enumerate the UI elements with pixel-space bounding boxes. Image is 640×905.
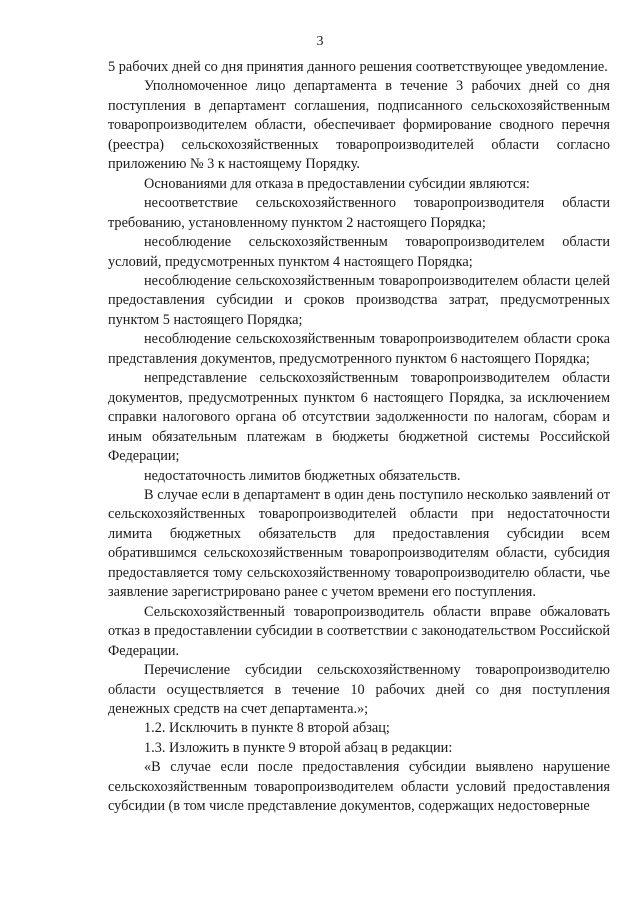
page-number: 3 <box>316 34 324 49</box>
list-item: несоблюдение сельскохозяйственным товаропроизводителем области срока представления документов, предусмотренного пунктом 6 настоящего Порядка; <box>108 331 610 367</box>
paragraph: 1.2. Исключить в пункте 8 второй абзац; <box>144 720 390 737</box>
paragraph: В случае если в департамент в один день поступило несколько заявлений от сельскохозяйственных товаропроизводителей области при недостаточности лимита бюджетных обязательств для предоставления субсидии всем обратившимся сельскохозяйственным товаропроизводителям области, субсидия предоставляется тому сельскохозяйственному товаропроизводителю области, чье заявление зарегистрировано ранее с учетом времени его поступления. <box>108 486 610 601</box>
paragraph: Сельскохозяйственный товаропроизводитель области вправе обжаловать отказ в предоставлении субсидии в соответствии с законодательством Российской Федерации. <box>108 603 610 659</box>
paragraph: 1.3. Изложить в пункте 9 второй абзац в редакции: <box>144 739 453 756</box>
paragraph: 5 рабочих дней со дня принятия данного решения соответствующее уведомление. <box>108 59 608 75</box>
list-item: несоответствие сельскохозяйственного товаропроизводителя области требованию, установленному пунктом 2 настоящего Порядка; <box>108 195 610 231</box>
list-item: несоблюдение сельскохозяйственным товаропроизводителем области условий, предусмотренных пунктом 4 настоящего Порядка; <box>108 234 610 270</box>
list-item: недостаточность лимитов бюджетных обязательств. <box>144 467 461 484</box>
document-body <box>108 58 610 817</box>
paragraph: Основаниями для отказа в предоставлении субсидии являются: <box>144 175 530 192</box>
paragraph: Перечисление субсидии сельскохозяйственному товаропроизводителю области осуществляется в течение 10 рабочих дней со дня поступления денежных средств на счет департамента.»; <box>108 662 610 717</box>
paragraph: «В случае если после предоставления субсидии выявлено нарушение сельскохозяйственным товаропроизводителем области условий предоставления субсидии (в том числе представление документов, содержащих недостоверные <box>108 759 610 815</box>
list-item: несоблюдение сельскохозяйственным товаропроизводителем области целей предоставления субсидии и сроков производства затрат, предусмотренных пунктом 5 настоящего Порядка; <box>108 272 610 328</box>
list-item: непредставление сельскохозяйственным товаропроизводителем области документов, предусмотренных пунктом 6 настоящего Порядка, за исключением справки налогового органа об отсутствии задолженности по налогам, сборам и иным обязательным платежам в бюджеты бюджетной системы Российской Федерации; <box>108 370 610 465</box>
paragraph: Уполномоченное лицо департамента в течение 3 рабочих дней со дня поступления в департамент соглашения, подписанного сельскохозяйственным товаропроизводителем области, обеспечивает формирование сводного перечня (реестра) сельскохозяйственных товаропроизводителей области согласно приложению № 3 к настоящему Порядку. <box>108 78 610 173</box>
